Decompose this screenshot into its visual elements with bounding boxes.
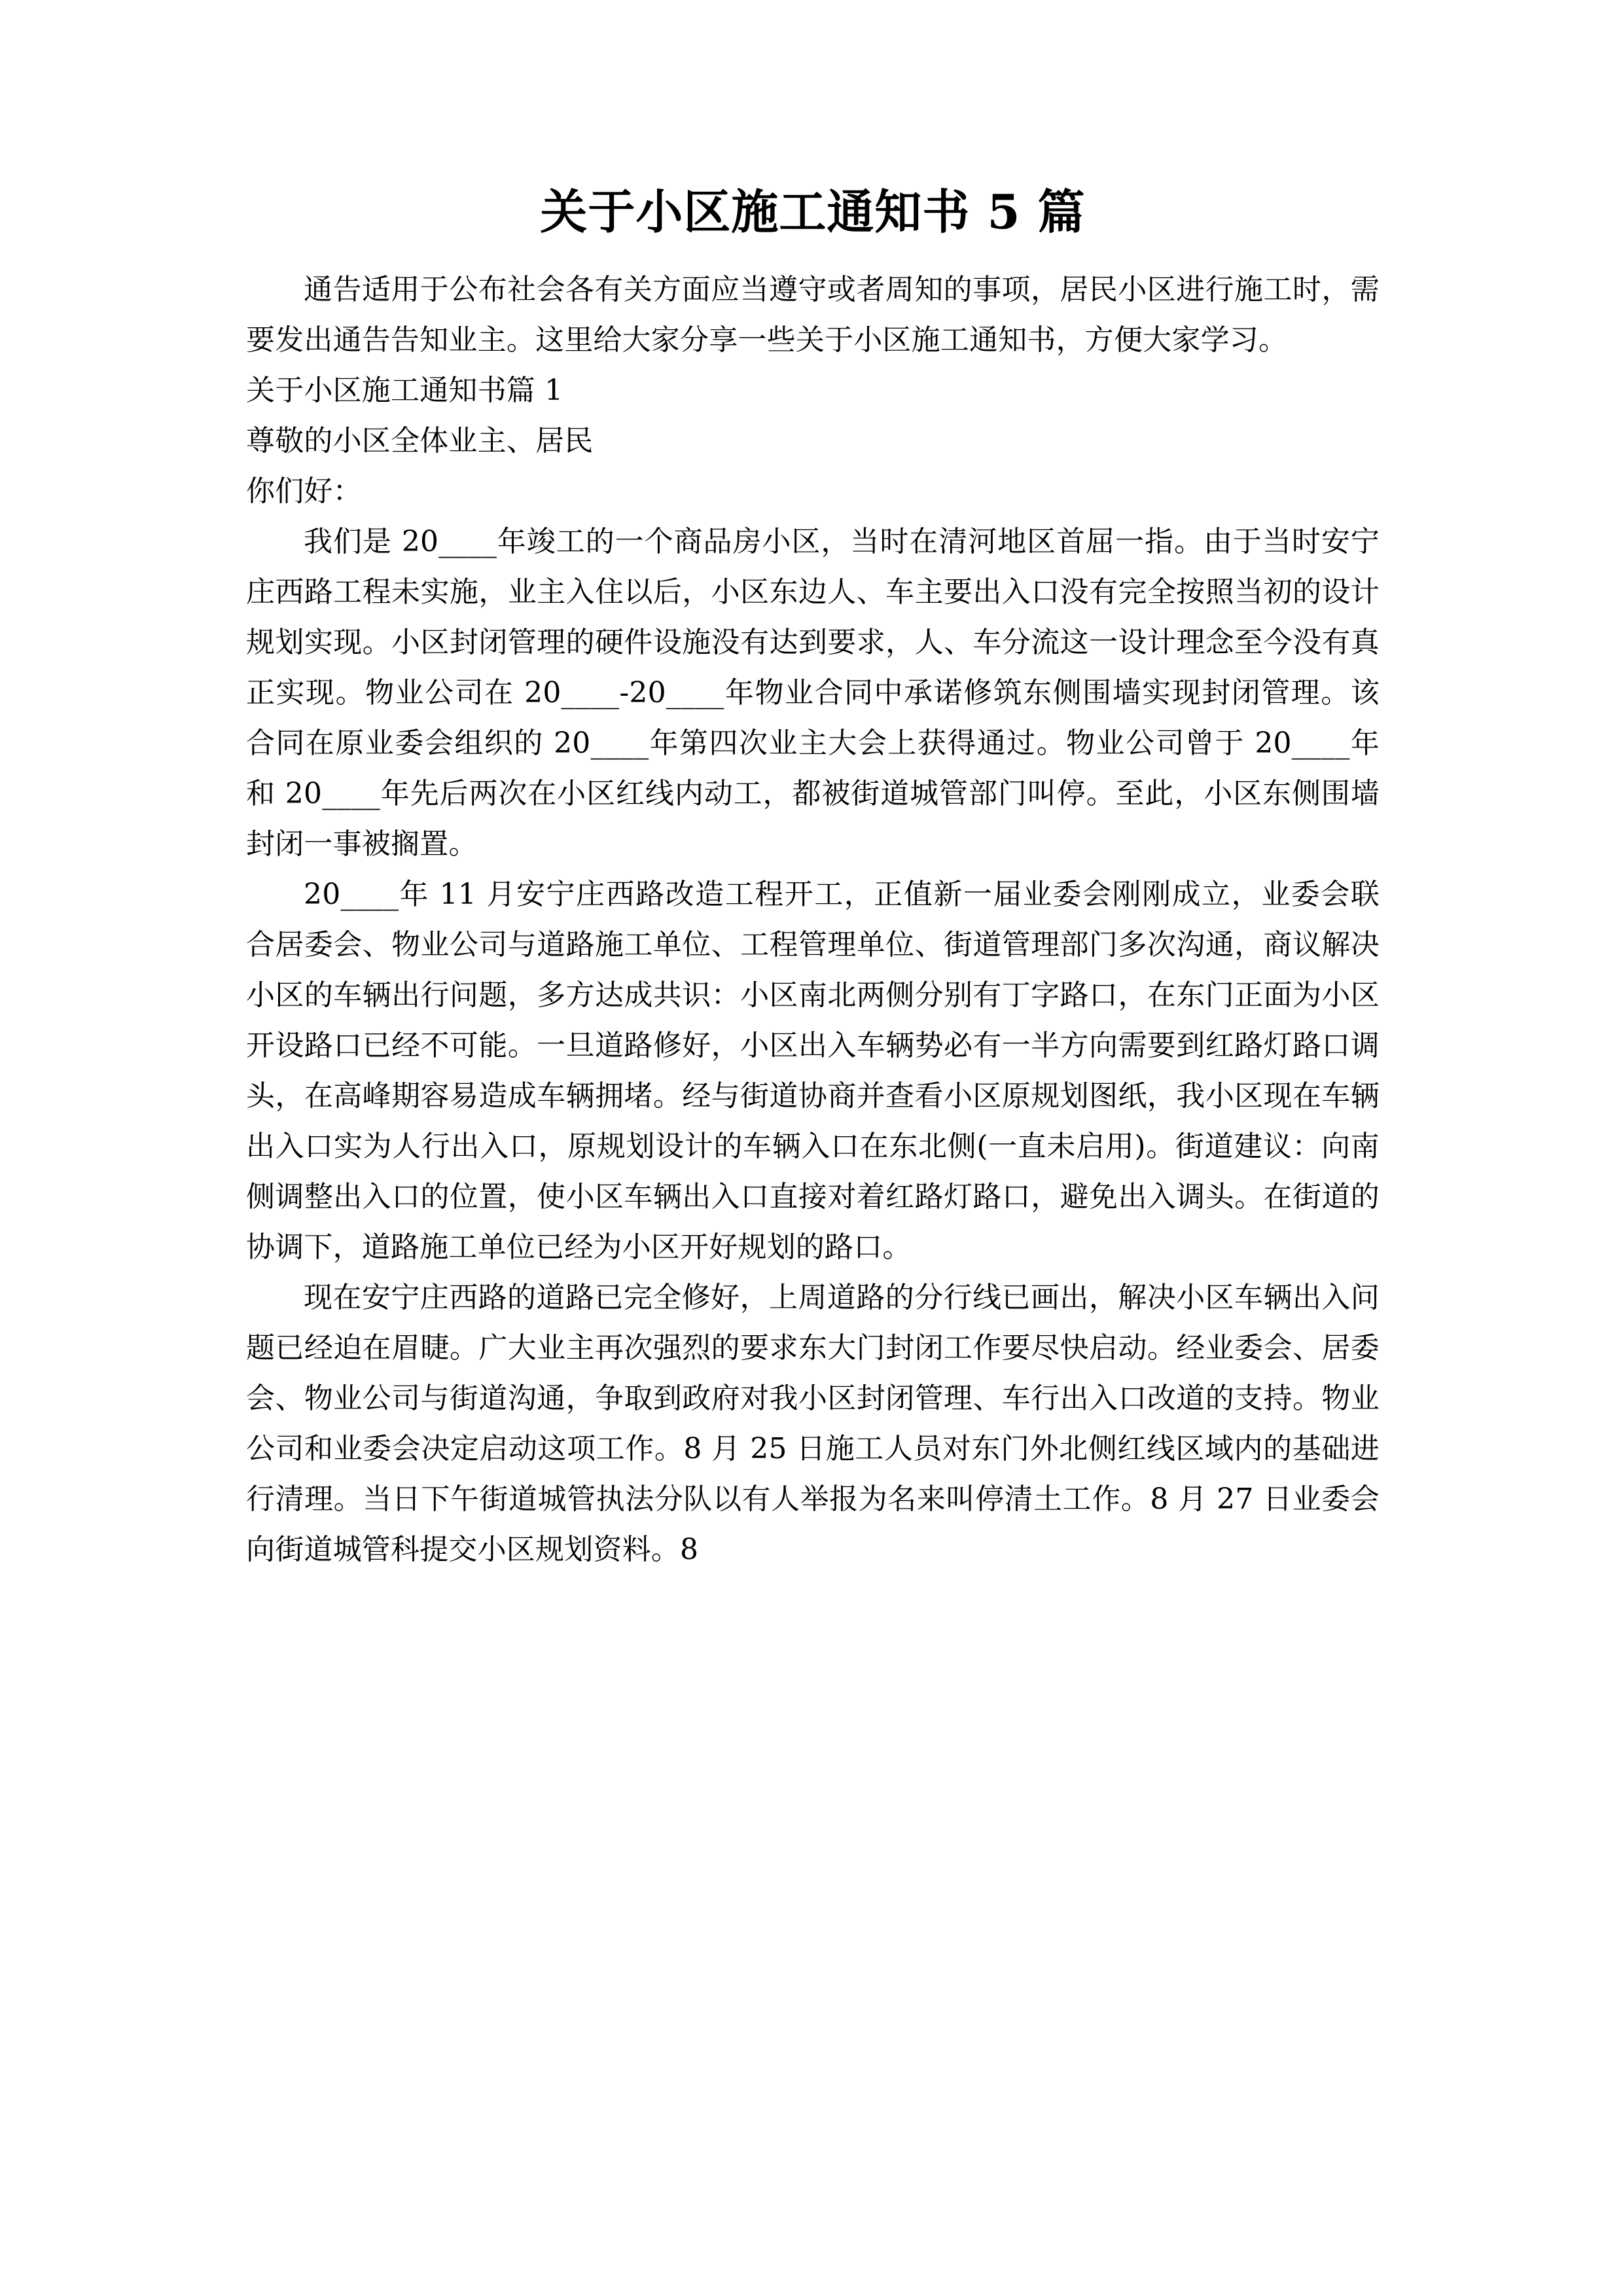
title-spacer	[246, 236, 1380, 264]
document-content	[246, 0, 1380, 1575]
greeting: 你们好：	[246, 475, 362, 508]
salutation: 尊敬的小区全体业主、居民	[246, 424, 594, 457]
paragraph-body-3: 现在安宁庄西路的道路已完全修好，上周道路的分行线已画出，解决小区车辆出入问题已经迫在眉睫。广大业主再次强烈的要求东大门封闭工作要尽快启动。经业委会、居委会、物业公司与街道沟通，争取到政府对我小区封闭管理、车行出入口改道的支持。物业公司和业委会决定启动这项工作。8 月 25 日施工人员对东门外北侧红线区域内的基础进行清理。当日下午街道城管执法分队以有人举报为名来叫停清土工作。8 月 27 日业委会向街道城管科提交小区规划资料。8	[246, 1281, 1380, 1566]
section-heading-1: 关于小区施工通知书篇 1	[246, 374, 563, 407]
page-title: 关于小区施工通知书 5 篇	[540, 184, 1086, 240]
paragraph-intro: 通告适用于公布社会各有关方面应当遵守或者周知的事项，居民小区进行施工时，需要发出通告告知业主。这里给大家分享一些关于小区施工通知书，方便大家学习。	[246, 273, 1380, 357]
paragraph-body-1: 我们是 20____年竣工的一个商品房小区，当时在清河地区首屈一指。由于当时安宁庄西路工程未实施，业主入住以后，小区东边人、车主要出入口没有完全按照当初的设计规划实现。小区封闭管理的硬件设施没有达到要求，人、车分流这一设计理念至今没有真正实现。物业公司在 20____-20____年物业合同中承诺修筑东侧围墙实现封闭管理。该合同在原业委会组织的 20____年第四次业主大会上获得通过。物业公司曾于 20____年和 20____年先后两次在小区红线内动工，都被街道城管部门叫停。至此，小区东侧围墙封闭一事被搁置。	[246, 525, 1380, 861]
paragraph-body-2: 20____年 11 月安宁庄西路改造工程开工，正值新一届业委会刚刚成立，业委会联合居委会、物业公司与道路施工单位、工程管理单位、街道管理部门多次沟通，商议解决小区的车辆出行问题，多方达成共识：小区南北两侧分别有丁字路口，在东门正面为小区开设路口已经不可能。一旦道路修好，小区出入车辆势必有一半方向需要到红路灯路口调头，在高峰期容易造成车辆拥堵。经与街道协商并查看小区原规划图纸，我小区现在车辆出入口实为人行出入口，原规划设计的车辆入口在东北侧(一直未启用)。街道建议：向南侧调整出入口的位置，使小区车辆出入口直接对着红路灯路口，避免出入调头。在街道的协调下，道路施工单位已经为小区开好规划的路口。	[246, 878, 1380, 1264]
